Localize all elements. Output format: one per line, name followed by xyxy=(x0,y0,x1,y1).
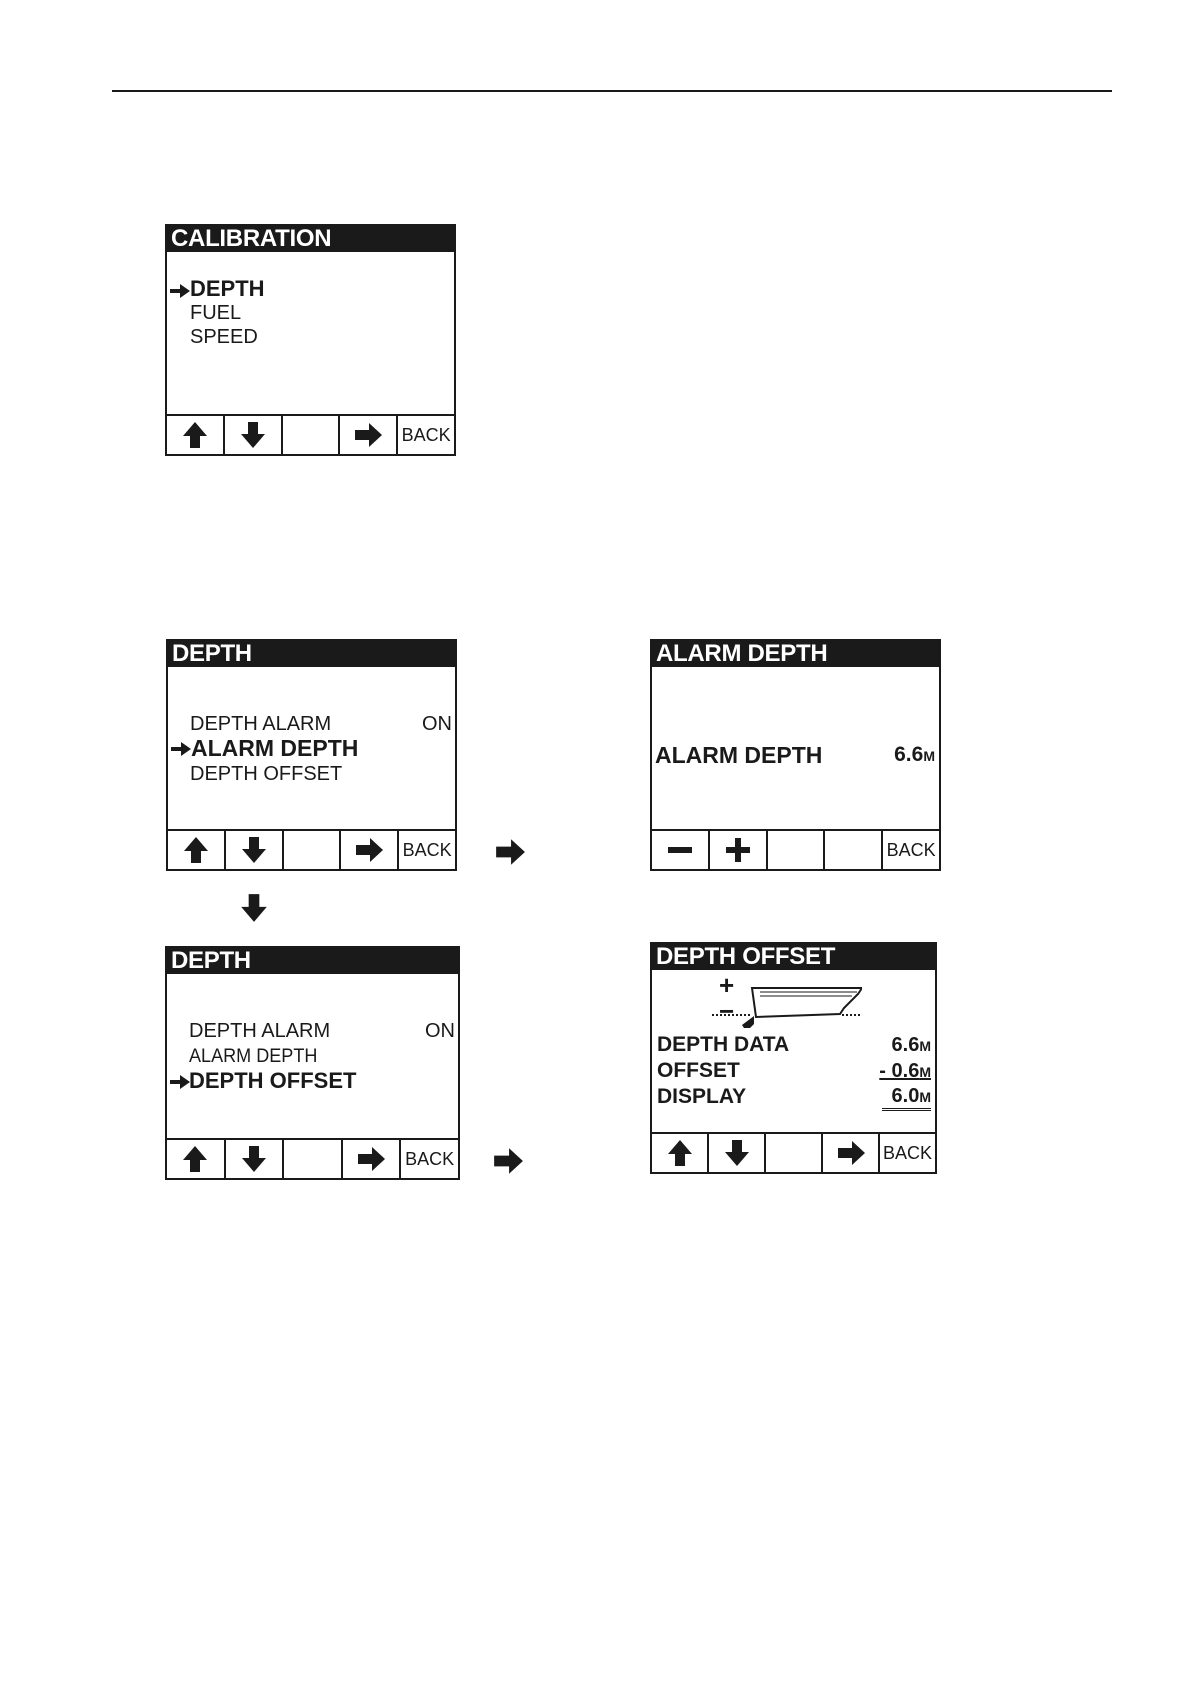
depth-offset-title: DEPTH OFFSET xyxy=(652,944,935,970)
arrow-up-icon xyxy=(667,1138,693,1168)
softkey-bar xyxy=(168,829,455,869)
minus-icon xyxy=(667,835,693,865)
calibration-title: CALIBRATION xyxy=(167,226,454,252)
display-value xyxy=(882,1085,931,1111)
depth-offset-screen xyxy=(650,942,937,1174)
offset-minus-sign: − xyxy=(719,996,735,1026)
softkey-bar xyxy=(652,829,939,869)
menu-item-speed[interactable]: SPEED xyxy=(190,326,258,348)
alarm-depth-screen xyxy=(650,639,941,871)
blank-softkey-1[interactable] xyxy=(768,831,826,869)
menu-item-alarm-depth[interactable]: ALARM DEPTH xyxy=(189,1046,318,1067)
plus-icon xyxy=(725,835,751,865)
menu-item-depth-offset[interactable]: DEPTH OFFSET xyxy=(190,763,343,785)
arrow-down-icon xyxy=(724,1138,750,1168)
menu-item-depth-offset[interactable]: DEPTH OFFSET xyxy=(189,1068,357,1093)
flow-arrow-right-icon xyxy=(494,838,526,866)
depth-menu-screen-offset xyxy=(165,946,460,1180)
enter-softkey[interactable] xyxy=(343,1140,402,1178)
menu-item-depth-alarm[interactable]: DEPTH ALARM xyxy=(189,1020,331,1042)
menu-item-fuel[interactable]: FUEL xyxy=(190,302,242,324)
blank-softkey[interactable] xyxy=(766,1134,823,1172)
arrow-up-icon xyxy=(182,1144,208,1174)
flow-arrow-down-icon xyxy=(239,892,269,924)
selection-pointer-icon xyxy=(170,1075,190,1089)
alarm-depth-value xyxy=(894,743,935,768)
flow-arrow-right-icon xyxy=(492,1147,524,1175)
softkey-bar xyxy=(167,1138,458,1178)
selection-pointer-icon xyxy=(171,742,191,756)
softkey-bar xyxy=(652,1132,935,1172)
enter-softkey[interactable] xyxy=(823,1134,880,1172)
depth-menu-screen-alarm xyxy=(166,639,457,871)
down-softkey[interactable] xyxy=(226,831,284,869)
calibration-screen xyxy=(165,224,456,456)
down-softkey[interactable] xyxy=(226,1140,285,1178)
depth-title: DEPTH xyxy=(168,641,455,667)
arrow-down-icon xyxy=(241,1144,267,1174)
display-number: 6.0 xyxy=(891,1085,920,1107)
down-softkey[interactable] xyxy=(709,1134,766,1172)
up-softkey[interactable] xyxy=(652,1134,709,1172)
softkey-bar xyxy=(167,414,454,454)
depth-alarm-value: ON xyxy=(425,1020,455,1042)
menu-item-alarm-depth[interactable]: ALARM DEPTH xyxy=(191,735,359,761)
arrow-right-icon xyxy=(353,422,383,448)
header-rule xyxy=(112,90,1112,92)
alarm-depth-unit: M xyxy=(923,748,935,764)
offset-unit: M xyxy=(919,1064,931,1080)
back-softkey[interactable]: BACK xyxy=(402,839,452,860)
depth-data-unit: M xyxy=(919,1038,931,1054)
offset-number: - 0.6 xyxy=(879,1060,920,1082)
up-softkey[interactable] xyxy=(167,416,225,454)
arrow-down-icon xyxy=(241,835,267,865)
back-softkey[interactable]: BACK xyxy=(886,839,936,860)
blank-softkey[interactable] xyxy=(284,831,342,869)
enter-softkey[interactable] xyxy=(341,831,399,869)
menu-item-depth-alarm[interactable]: DEPTH ALARM xyxy=(190,713,332,735)
menu-item-depth[interactable]: DEPTH xyxy=(190,276,265,301)
arrow-down-icon xyxy=(240,420,266,450)
offset-plus-sign: + xyxy=(719,970,735,1000)
decrease-softkey[interactable] xyxy=(652,831,710,869)
blank-softkey[interactable] xyxy=(283,416,341,454)
up-softkey[interactable] xyxy=(168,831,226,869)
offset-label: OFFSET xyxy=(657,1059,740,1082)
up-softkey[interactable] xyxy=(167,1140,226,1178)
increase-softkey[interactable] xyxy=(710,831,768,869)
enter-softkey[interactable] xyxy=(340,416,398,454)
boat-transducer-icon xyxy=(712,970,862,1034)
arrow-up-icon xyxy=(183,835,209,865)
alarm-depth-title: ALARM DEPTH xyxy=(652,641,939,667)
arrow-right-icon xyxy=(354,837,384,863)
display-unit: M xyxy=(919,1089,931,1105)
arrow-up-icon xyxy=(182,420,208,450)
selection-pointer-icon xyxy=(170,284,190,298)
back-softkey[interactable]: BACK xyxy=(401,424,451,445)
alarm-depth-number: 6.6 xyxy=(894,743,924,766)
blank-softkey[interactable] xyxy=(284,1140,343,1178)
display-label: DISPLAY xyxy=(657,1085,747,1108)
blank-softkey-2[interactable] xyxy=(825,831,883,869)
depth-title: DEPTH xyxy=(167,948,458,974)
depth-data-value xyxy=(892,1033,931,1058)
back-softkey[interactable]: BACK xyxy=(882,1142,933,1163)
depth-alarm-value: ON xyxy=(422,713,452,735)
arrow-right-icon xyxy=(356,1146,386,1172)
depth-data-number: 6.6 xyxy=(891,1034,920,1056)
back-softkey[interactable]: BACK xyxy=(405,1148,455,1169)
down-softkey[interactable] xyxy=(225,416,283,454)
depth-data-label: DEPTH DATA xyxy=(657,1033,790,1056)
alarm-depth-label: ALARM DEPTH xyxy=(655,742,823,768)
arrow-right-icon xyxy=(836,1140,866,1166)
offset-value[interactable] xyxy=(879,1059,931,1084)
